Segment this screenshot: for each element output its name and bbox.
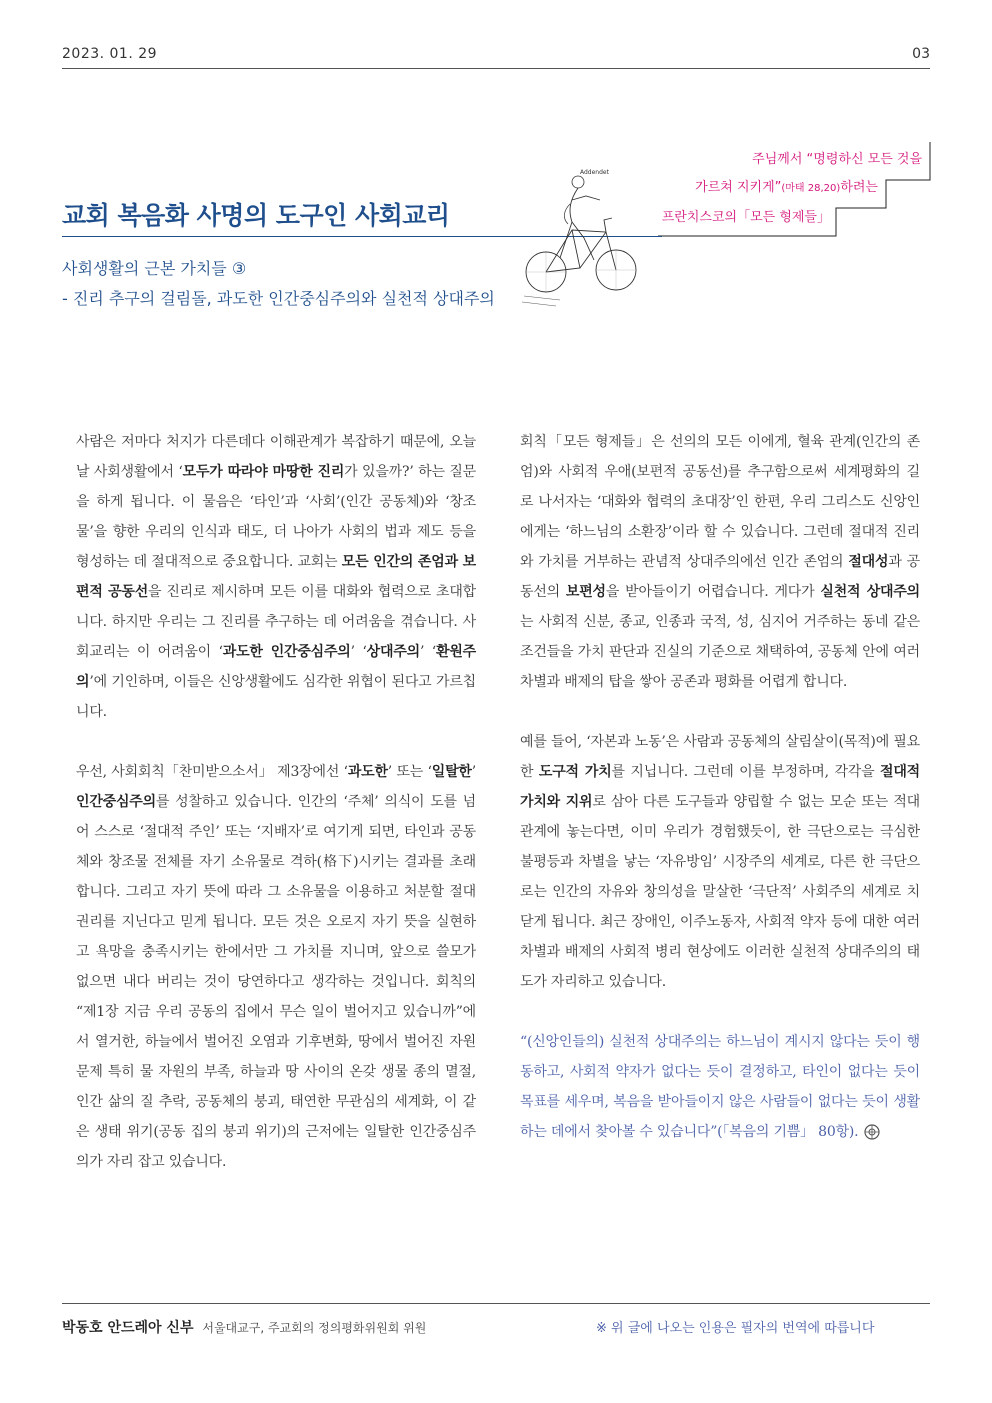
right-paragraph-1: 회칙「모든 형제들」은 선의의 모든 이에게, 혈육 관계(인간의 존엄)와 사회적 우애(보편적 공동선)를 추구함으로써 세계평화의 길로 나서자는 ‘대화와 협력의 초대장’인 한편, 우리 그리스도 신앙인에게는 ‘하느님의 소환장’이라 할 수 있습니다. 그런데 절대적 진리와 가치를 거부하는 관념적 상대주의에선 인간 존엄의 절대성과 공동선의 보편성을 받아들이기 어렵습니다. 게다가 실천적 상대주의는 사회적 신분, 종교, 인종과 국적, 성, 심지어 거주하는 동네 같은 조건들을 가치 판단과 진실의 기준으로 채택하여, 공동체 안에 여러 차별과 배제의 탑을 쌓아 공존과 평화를 어렵게 합니다. — [520, 434, 920, 690]
cyclist-illustration — [520, 160, 640, 310]
footer-rule — [62, 1303, 930, 1304]
subtitle-line-2: - 진리 추구의 걸림돌, 과도한 인간중심주의와 실천적 상대주의 — [62, 289, 495, 308]
author-name: 박동호 안드레아 신부 — [62, 1320, 194, 1336]
stairs-line-2 — [695, 176, 878, 195]
header-rule — [62, 68, 930, 69]
right-column — [520, 427, 920, 1177]
stairs-line-1: 주님께서 “명령하신 모든 것을 — [752, 152, 922, 167]
footer-author — [62, 1317, 426, 1337]
stairs-line-2-main: 가르쳐 지키게” — [695, 180, 782, 195]
illustration-caption: Addendet — [580, 169, 609, 176]
stairs-line-3: 프란치스코의「모든 형제들」 — [661, 210, 830, 225]
stairs-line-2-ref: (마태 28,20) — [781, 183, 841, 194]
end-mark-icon — [864, 1124, 880, 1140]
subtitle-line-1: 사회생활의 근본 가치들 ③ — [62, 259, 247, 278]
subtitle — [62, 254, 495, 314]
author-description: 서울대교구, 주교회의 정의평화위원회 위원 — [202, 1321, 427, 1335]
quote-paragraph: “(신앙인들의) 실천적 상대주의는 하느님이 계시지 않다는 듯이 행동하고, 사회적 약자가 없다는 듯이 결정하고, 타인이 없다는 듯이 목표를 세우며, 복음을 받아들이지 않은 사람들이 없다는 듯이 생활하는 데에서 찾아볼 수 있습니다”(「복음의 기쁨」 80항). — [520, 1034, 920, 1140]
header-date: 2023. 01. 29 — [62, 46, 158, 62]
left-column — [76, 427, 476, 1207]
left-paragraph-1: 사람은 저마다 처지가 다른데다 이해관계가 복잡하기 때문에, 오늘날 사회생활에서 ‘모두가 따라야 마땅한 진리가 있을까?’ 하는 질문을 하게 됩니다. 이 물음은 ‘타인’과 ‘사회’(인간 공동체)와 ‘창조물’을 향한 우리의 인식과 태도, 더 나아가 사회의 법과 제도 등을 형성하는 데 절대적으로 중요합니다. 교회는 모든 인간의 존엄과 보편적 공동선을 진리로 제시하며 모든 이를 대화와 협력으로 초대합니다. 하지만 우리는 그 진리를 추구하는 데 어려움을 겪습니다. 사회교리는 이 어려움이 ‘과도한 인간중심주의’ ‘상대주의’ ‘환원주의’에 기인하며, 이들은 신앙생활에도 심각한 위협이 된다고 가르칩니다. — [76, 434, 476, 720]
left-paragraph-2: 우선, 사회회칙「찬미받으소서」 제3장에선 ‘과도한’ 또는 ‘일탈한’ 인간중심주의를 성찰하고 있습니다. 인간의 ‘주체’ 의식이 도를 넘어 스스로 ‘절대적 주인’ 또는 ‘지배자’로 여기게 되면, 타인과 공동체와 창조물 전체를 자기 소유물로 격하(格下)시키는 결과를 초래합니다. 그리고 자기 뜻에 따라 그 소유물을 이용하고 처분할 절대 권리를 지닌다고 믿게 됩니다. 모든 것은 오로지 자기 뜻을 실현하고 욕망을 충족시키는 한에서만 그 가치를 지니며, 앞으로 쓸모가 없으면 내다 버리는 것이 당연하다고 생각하는 것입니다. 회칙의 “제1장 지금 우리 공동의 집에서 무슨 일이 벌어지고 있습니까”에서 열거한, 하늘에서 벌어진 오염과 기후변화, 땅에서 벌어진 자원 문제 특히 물 자원의 부족, 하늘과 땅 사이의 온갖 생물 종의 멸절, 인간 삶의 질 추락, 공동체의 붕괴, 태연한 무관심의 세계화, 이 같은 생태 위기(공동 집의 붕괴 위기)의 근저에는 일탈한 인간중심주의가 자리 잡고 있습니다. — [76, 764, 476, 1170]
footer-note: ※ 위 글에 나오는 인용은 필자의 번역에 따릅니다 — [596, 1321, 875, 1336]
header-page-number: 03 — [912, 46, 930, 62]
page-title: 교회 복음화 사명의 도구인 사회교리 — [62, 201, 450, 230]
right-paragraph-2: 예를 들어, ‘자본과 노동’은 사람과 공동체의 살림살이(목적)에 필요한 도구적 가치를 지닙니다. 그런데 이를 부정하며, 각각을 절대적 가치와 지위로 삼아 다른 도구들과 양립할 수 없는 모순 또는 적대 관계에 놓는다면, 이미 우리가 경험했듯이, 한 극단으로는 극심한 불평등과 차별을 낳는 ‘자유방임’ 시장주의 세계로, 다른 한 극단으로는 인간의 자유와 창의성을 말살한 ‘극단적’ 사회주의 세계로 치닫게 됩니다. 최근 장애인, 이주노동자, 사회적 약자 등에 대한 여러 차별과 배제의 사회적 병리 현상에도 이러한 실천적 상대주의의 태도가 자리하고 있습니다. — [520, 734, 920, 990]
stairs-line-2-end: 하려는 — [840, 180, 878, 195]
